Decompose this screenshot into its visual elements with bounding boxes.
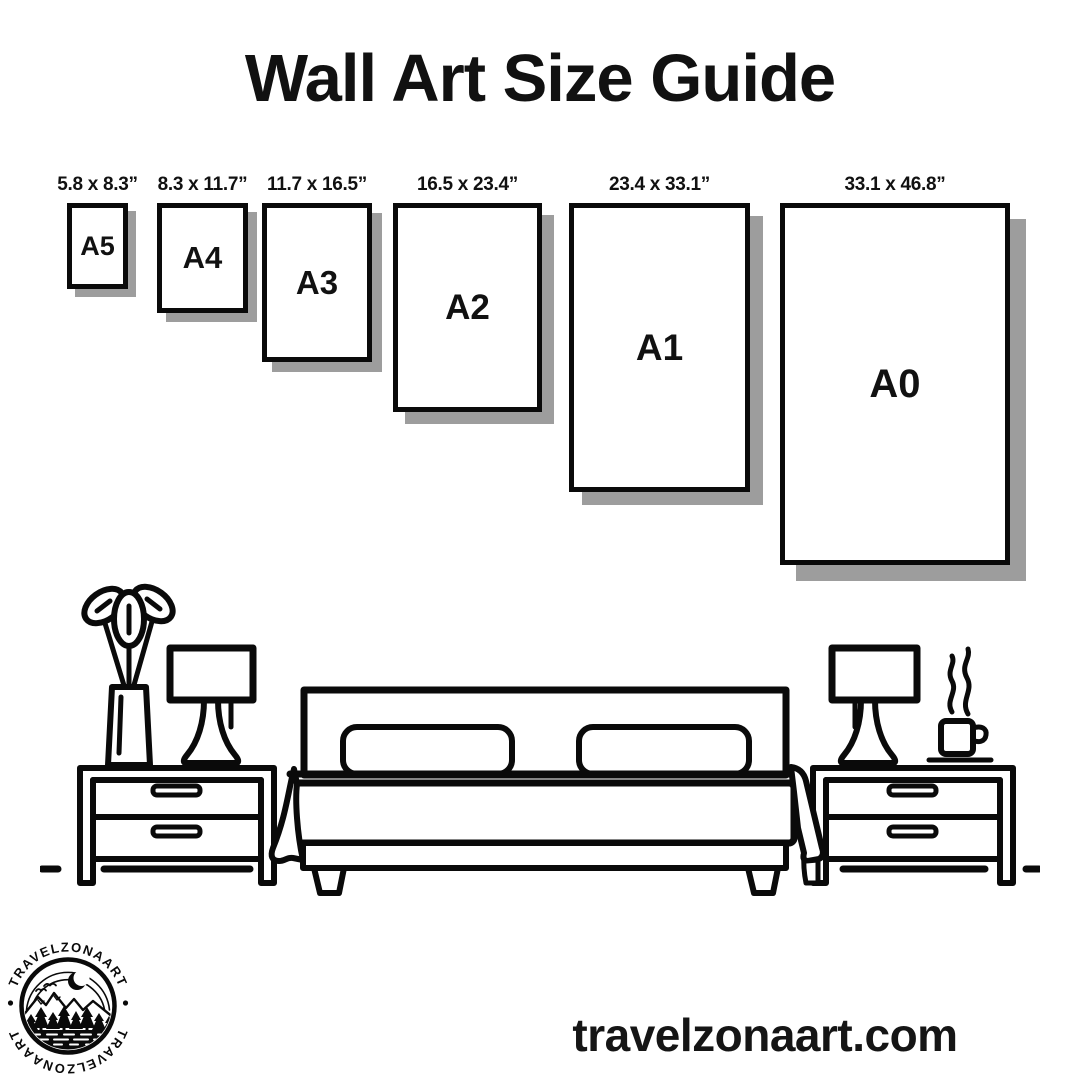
- size-box-a2: [393, 174, 542, 412]
- size-box-a5: [57, 174, 138, 289]
- size-code-label: A5: [80, 230, 115, 261]
- logo-dot-right: [123, 1000, 128, 1005]
- table-lamp-right-icon: [832, 648, 917, 763]
- size-code-label: A4: [182, 240, 223, 275]
- size-code-label: A3: [295, 263, 339, 301]
- size-code-label: A1: [635, 326, 684, 368]
- bed-icon: [272, 690, 823, 893]
- page-title: Wall Art Size Guide: [244, 41, 836, 116]
- size-box-a3: [262, 174, 372, 362]
- coffee-cup-icon: [929, 649, 991, 760]
- size-dimensions-label: 33.1 x 46.8”: [844, 174, 946, 195]
- size-dimensions-label: 16.5 x 23.4”: [417, 174, 518, 195]
- size-dimensions-label: 8.3 x 11.7”: [157, 174, 248, 195]
- table-lamp-left-icon: [170, 648, 253, 763]
- logo-text-bottom: TRAVELZONAART: [5, 1026, 131, 1077]
- nightstand-left-icon: [80, 768, 274, 883]
- size-box-a0: [780, 174, 1010, 565]
- size-code-label: A0: [869, 361, 921, 406]
- brand-logo: [2, 939, 134, 1077]
- website-url: travelzonaart.com: [572, 1009, 958, 1061]
- size-box-a4: [157, 174, 248, 313]
- size-dimensions-label: 11.7 x 16.5”: [267, 174, 367, 195]
- nightstand-right-icon: [813, 768, 1013, 883]
- bedroom-scene-illustration: [40, 580, 1040, 910]
- size-box-a1: [569, 174, 750, 492]
- size-dimensions-label: 23.4 x 33.1”: [609, 174, 710, 195]
- flower-vase-icon: [78, 580, 179, 765]
- logo-dot-left: [8, 1000, 13, 1005]
- logo-text-top: TRAVELZONAART: [5, 939, 131, 990]
- size-code-label: A2: [445, 287, 490, 327]
- size-dimensions-label: 5.8 x 8.3”: [57, 174, 138, 195]
